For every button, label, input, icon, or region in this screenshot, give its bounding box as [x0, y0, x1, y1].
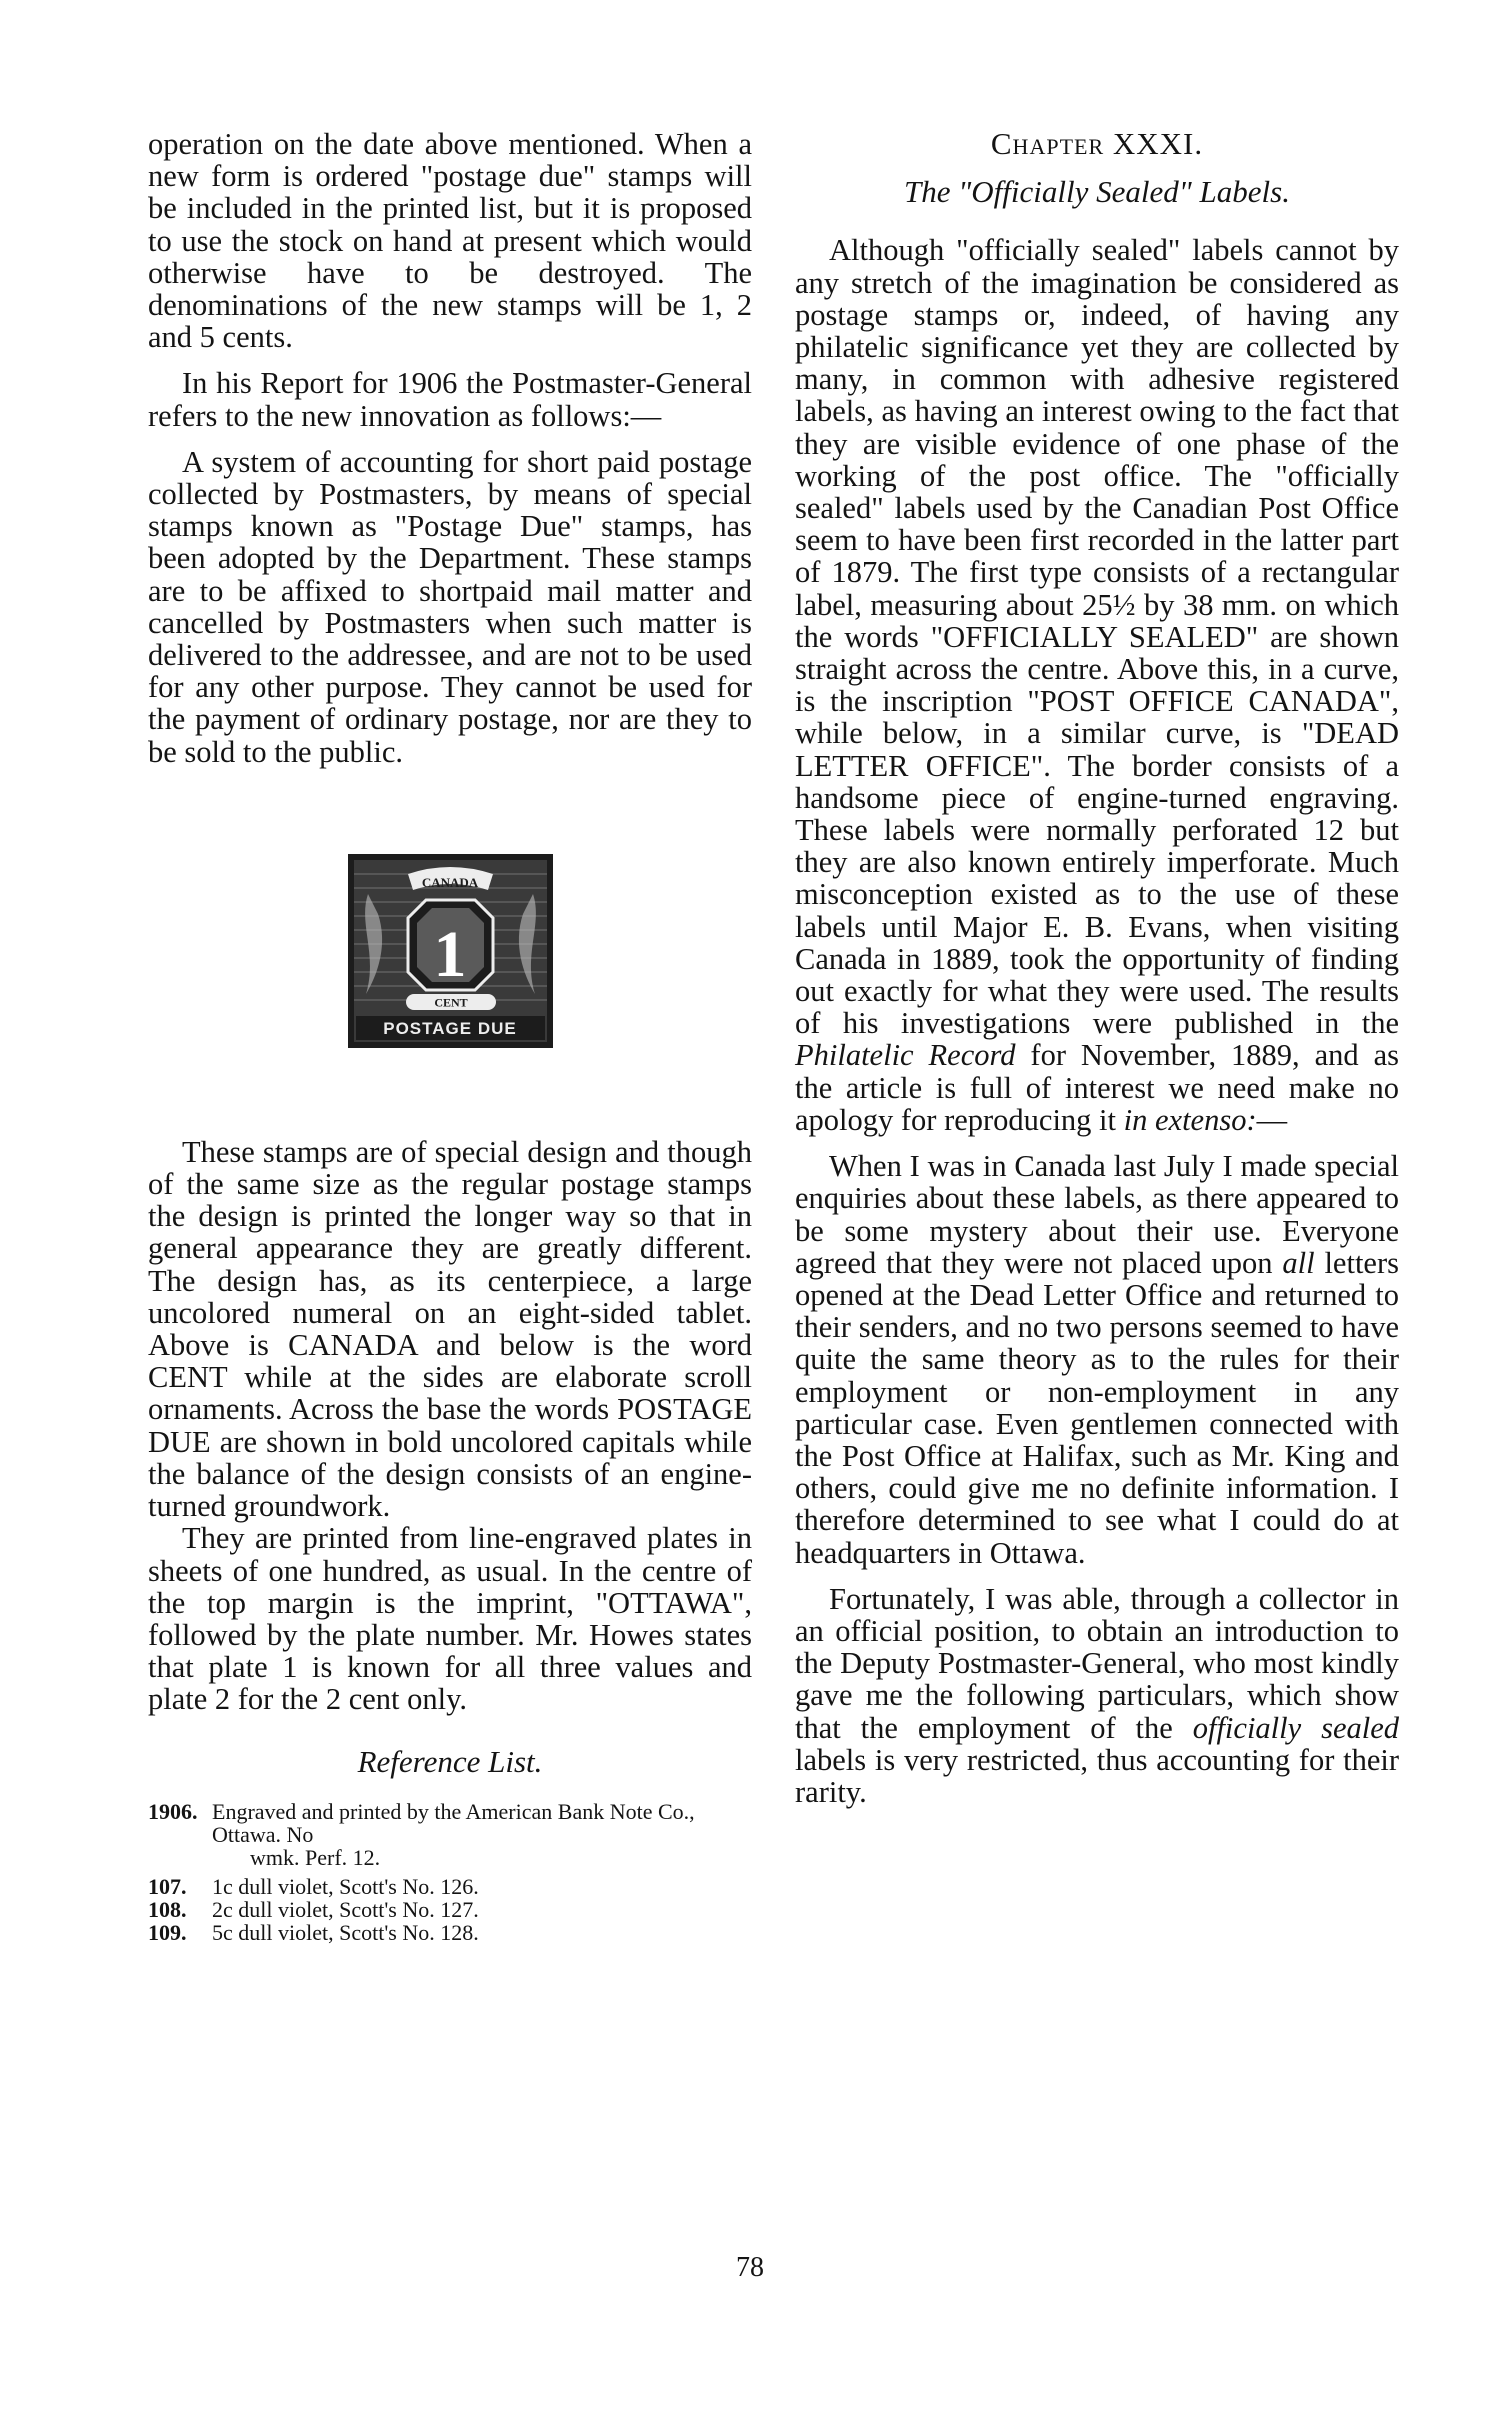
reference-header-line2: wmk. Perf. 12. — [250, 1844, 381, 1870]
stamp-postage-due-text: POSTAGE DUE — [382, 1018, 517, 1038]
list-item: 108. 2c dull violet, Scott's No. 127. — [148, 1896, 479, 1922]
reference-header — [148, 1800, 752, 1869]
journal-title: Philatelic Record — [795, 1038, 1016, 1073]
chapter-heading: Chapter XXXI. — [990, 126, 1204, 161]
chapter-title: The "Officially Sealed" Labels. — [904, 174, 1290, 210]
left-column — [148, 128, 752, 1944]
left-paragraph-4: They are printed from line-engraved plates in sheets of one hundred, as usual. In the centre of the top margin is the imprint, "OTTAWA", followed by the plate number. Mr. Howes states that plate 1 is known for all three values and plate 2 for the 2 cent only. — [148, 1521, 752, 1717]
left-paragraph-2: In his Report for 1906 the Postmaster-General refers to the new innovation as follows:— — [148, 366, 752, 433]
stamp-cent-text: CENT — [433, 995, 468, 1010]
left-paragraph-1: operation on the date above mentioned. When a new form is ordered "postage due" stamps will be included in the printed list, but it is proposed to use the stock on hand at present which would otherwise have to be destroyed. The denominations of the new stamps will be 1, 2 and 5 cents. — [148, 127, 752, 355]
reference-header-no: No — [286, 1821, 314, 1847]
postage-due-stamp-image — [348, 854, 553, 1048]
right-column — [795, 128, 1399, 1822]
reference-header-line1: Engraved and printed by the American Bank Note Co., Ottawa. — [212, 1798, 695, 1847]
postmaster-report-quote: A system of accounting for short paid postage collected by Postmasters, by means of special stamps known as "Postage Due" stamps, has been adopted by the Department. These stamps are to be affixed to shortpaid mail matter and cancelled by Postmasters when such matter is delivered to the addressee, and are not to be used for any other purpose. They cannot be used for the payment of ordinary postage, nor are they to be sold to the public. — [148, 444, 752, 769]
evans-quote-2: Fortunately, I was able, through a collector in an official position, to obtain an introduction to the Deputy Postmaster-General, who most kindly gave me the following particulars, which show that the employment of the officially sealed labels is very restricted, thus accounting for their rarity. — [795, 1581, 1399, 1809]
list-item: 107. 1c dull violet, Scott's No. 126. — [148, 1873, 479, 1899]
page-number: 78 — [736, 2252, 764, 2283]
stamp-canada-text: CANADA — [421, 874, 478, 890]
stamp-numeral: 1 — [433, 917, 466, 991]
list-item: 109. 5c dull violet, Scott's No. 128. — [148, 1919, 479, 1945]
left-paragraph-3: These stamps are of special design and though of the same size as the regular postage stamps the design is printed the longer way so that in general appearance they are greatly different. The design has, as its centerpiece, a large uncolored numeral on an eight-sided tablet. Above is CANADA and below is the word CENT while at the sides are elaborate scroll ornaments. Across the base the words POSTAGE DUE are shown in bold uncolored capitals while the balance of the design consists of an engine-turned groundwork. — [148, 1134, 752, 1524]
right-paragraph-1: Although "officially sealed" labels cannot by any stretch of the imagination be considered as postage stamps or, indeed, of having any philatelic significance yet they are collected by many, in common with adhesive registered labels, as having an interest owing to the fact that they are visible evidence of one phase of the working of the post office. The "officially sealed" labels used by the Canadian Post Office seem to have been first recorded in the latter part of 1879. The first type consists of a rectangular label, measuring about 25½ by 38 mm. on which the words "OFFICIALLY SEALED" are shown straight across the centre. Above this, in a curve, is the inscription "POST OFFICE CANADA", while below, in a similar curve, is "DEAD LETTER OFFICE". The border consists of a handsome piece of engine-turned engraving. These labels were normally perforated 12 but they are also known entirely imperforate. Much misconception existed as to the use of these labels until Major E. B. Evans, when visiting Canada in 1889, took the opportunity of finding out exactly for what they were used. The results of his investigations were published in the Philatelic Record for November, 1889, and as the article is full of interest we need make no apology for reproducing it in extenso:— — [795, 233, 1399, 1137]
reference-list-title: Reference List. — [357, 1743, 543, 1779]
reference-year: 1906. — [148, 1798, 198, 1824]
reference-list — [148, 1800, 752, 1944]
evans-quote-1: When I was in Canada last July I made special enquiries about these labels, as there appeared to be some mystery about their use. Everyone agreed that they were not placed upon all letters opened at the Dead Letter Office and returned to their senders, and no two persons seemed to have quite the same theory as to the rules for their employment or non-employment in any particular case. Even gentlemen connected with the Post Office at Halifax, such as Mr. King and others, could give me no definite information. I therefore determined to see what I could do at headquarters in Ottawa. — [795, 1149, 1399, 1570]
